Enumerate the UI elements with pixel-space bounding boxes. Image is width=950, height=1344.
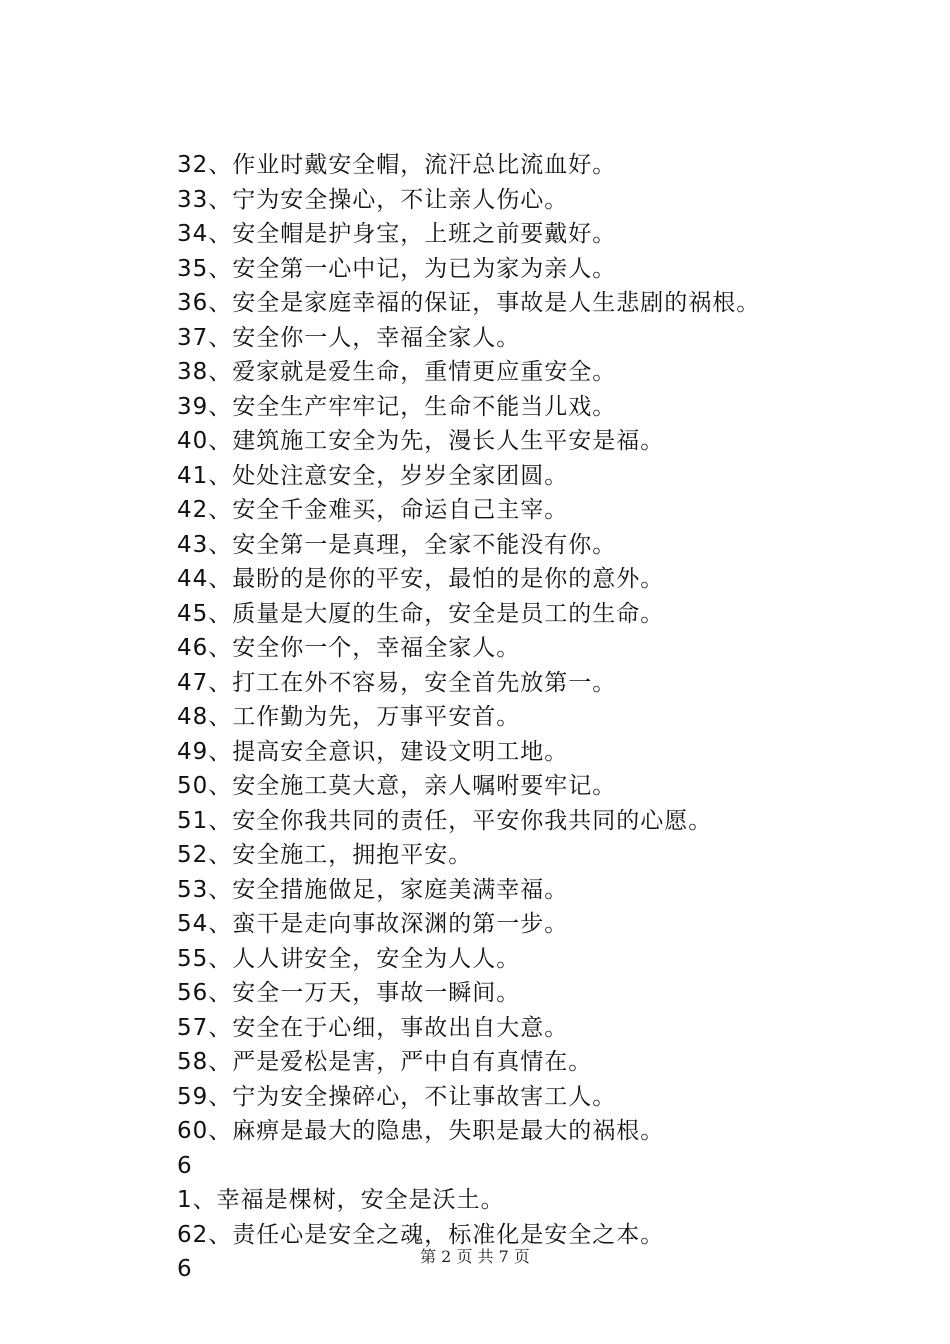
list-item: 62、责任心是安全之魂，标准化是安全之本。 <box>177 1221 665 1248</box>
list-item: 1、幸福是棵树，安全是沃土。 <box>177 1187 505 1213</box>
list-item: 57、安全在于心细，事故出自大意。 <box>177 1014 569 1041</box>
list-item: 55、人人讲安全，安全为人人。 <box>177 945 521 972</box>
list-item: 41、处处注意安全，岁岁全家团圆。 <box>177 462 569 489</box>
list-item: 38、爱家就是爱生命，重情更应重安全。 <box>177 359 617 385</box>
list-item: 60、麻痹是最大的隐患，失职是最大的祸根。 <box>177 1118 665 1144</box>
page-number-footer: 第 2 页 共 7 页 <box>420 1247 530 1266</box>
list-item: 45、质量是大厦的生命，安全是员工的生命。 <box>177 600 665 627</box>
list-item: 36、安全是家庭幸福的保证，事故是人生悲剧的祸根。 <box>177 290 761 316</box>
list-item: 48、工作勤为先，万事平安首。 <box>177 704 521 730</box>
list-item: 35、安全第一心中记，为已为家为亲人。 <box>177 255 617 282</box>
list-item: 52、安全施工，拥抱平安。 <box>177 842 473 868</box>
list-item: 40、建筑施工安全为先，漫长人生平安是福。 <box>177 428 665 454</box>
list-item: 39、安全生产牢牢记，生命不能当儿戏。 <box>177 393 617 420</box>
list-item: 54、蛮干是走向事故深渊的第一步。 <box>177 911 569 937</box>
list-item: 56、安全一万天，事故一瞬间。 <box>177 980 521 1006</box>
list-item: 33、宁为安全操心，不让亲人伤心。 <box>177 186 569 213</box>
list-item: 49、提高安全意识，建设文明工地。 <box>177 738 569 765</box>
list-item: 53、安全措施做足，家庭美满幸福。 <box>177 876 569 903</box>
list-item: 37、安全你一人，幸福全家人。 <box>177 324 521 351</box>
list-item: 46、安全你一个，幸福全家人。 <box>177 635 521 661</box>
list-item: 34、安全帽是护身宝，上班之前要戴好。 <box>177 221 617 247</box>
slogan-list <box>177 148 897 1287</box>
list-item: 58、严是爱松是害，严中自有真情在。 <box>177 1049 593 1075</box>
list-item: 6 <box>177 1256 193 1282</box>
list-item: 59、宁为安全操碎心，不让事故害工人。 <box>177 1083 617 1110</box>
list-item: 50、安全施工莫大意，亲人嘱咐要牢记。 <box>177 773 617 799</box>
list-item: 47、打工在外不容易，安全首先放第一。 <box>177 669 617 696</box>
list-item: 51、安全你我共同的责任，平安你我共同的心愿。 <box>177 807 713 834</box>
list-item: 44、最盼的是你的平安，最怕的是你的意外。 <box>177 566 665 592</box>
list-item: 32、作业时戴安全帽，流汗总比流血好。 <box>177 152 617 178</box>
list-item: 43、安全第一是真理，全家不能没有你。 <box>177 531 617 558</box>
list-item: 6 <box>177 1152 193 1179</box>
list-item: 42、安全千金难买，命运自己主宰。 <box>177 497 569 523</box>
